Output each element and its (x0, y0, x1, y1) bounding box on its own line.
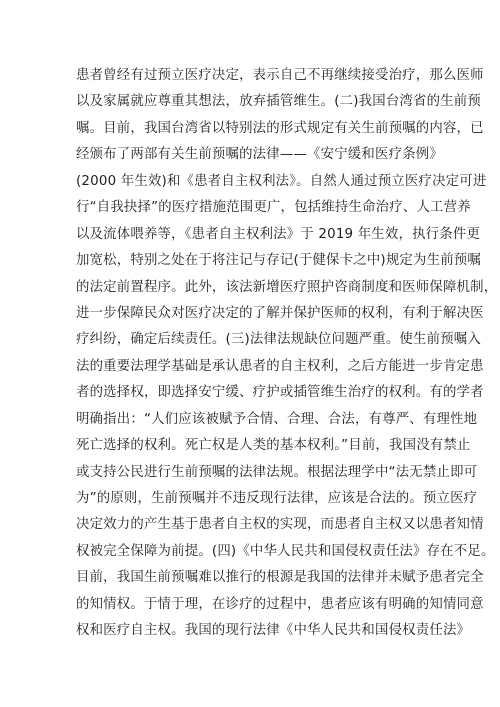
text-line: 的法定前置程序。此外，该法新增医疗照护咨商制度和医师保障机制， (76, 279, 498, 295)
text-line: 以及家属就应尊重其想法，放弃插管维生。(二)我国台湾省的生前预 (76, 94, 481, 110)
text-line: 患者曾经有过预立医疗决定，表示自己不再继续接受治疗，那么医师 (76, 68, 484, 83)
text-line: (2000 年生效)和《患者自主权利法》。自然人通过预立医疗决定可进 (76, 173, 487, 189)
text-line: 行“自我抉择”的医疗措施范围更广，包括维持生命治疗、人工营养 (76, 200, 471, 216)
text-line: 权被完全保障为前提。(四)《中华人民共和国侵权责任法》存在不足。 (76, 543, 495, 559)
body-text (76, 63, 498, 645)
text-line: 或支持公民进行生前预嘱的法律法规。根据法理学中“法无禁止即可 (76, 464, 478, 480)
text-line: 嘱。目前，我国台湾省以特别法的形式规定有关生前预嘱的内容，已 (76, 120, 484, 136)
text-line: 经颁布了两部有关生前预嘱的法律——《安宁缓和医疗条例》 (76, 147, 443, 163)
text-line: 的知情权。于情于理，在诊疗的过程中，患者应该有明确的知情同意 (76, 596, 484, 612)
text-line: 疗纠纷，确定后续责任。(三)法律法规缺位问题严重。使生前预嘱入 (76, 332, 481, 348)
text-line: 以及流体喂养等，《患者自主权利法》于 2019 年生效，执行条件更 (76, 226, 481, 242)
text-line: 权和医疗自主权。我国的现行法律《中华人民共和国侵权责任法》 (76, 623, 471, 639)
text-line: 明确指出：“人们应该被赋予合情、合理、合法，有尊严、有理性地 (76, 411, 478, 427)
text-line: 进一步保障民众对医疗决定的了解并保护医师的权利，有利于解决医 (76, 305, 484, 321)
text-line: 目前，我国生前预嘱难以推行的根源是我国的法律并未赋予患者完全 (76, 570, 484, 586)
text-line: 为”的原则，生前预嘱并不违反现行法律，应该是合法的。预立医疗 (76, 491, 478, 506)
text-line: 决定效力的产生基于患者自主权的实现，而患者自主权又以患者知情 (76, 517, 484, 533)
text-line: 法的重要法理学基础是承认患者的自主权利，之后方能进一步肯定患 (76, 358, 484, 374)
text-line: 死亡选择的权利。死亡权是人类的基本权利。”目前，我国没有禁止 (76, 438, 471, 454)
text-line: 加宽松，特别之处在于将注记与存记(于健保卡之中)规定为生前预嘱 (76, 253, 481, 269)
text-line: 者的选择权，即选择安宁缓、疗护或插管维生治疗的权利。有的学者 (76, 385, 484, 401)
